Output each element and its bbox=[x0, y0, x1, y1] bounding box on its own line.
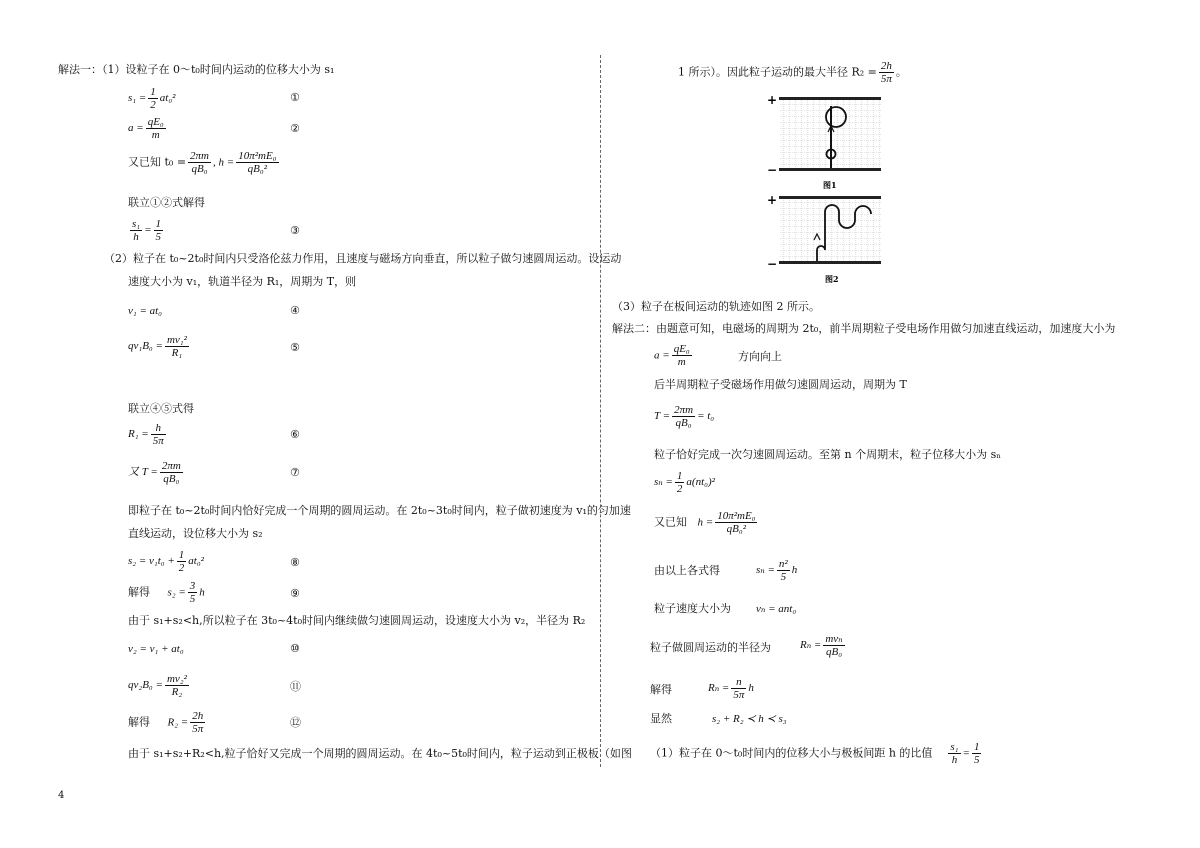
obvious-label: 显然 bbox=[650, 712, 672, 725]
sn-equation: sₙ = $\frac{1}{2}$ a(nt₀)² bbox=[654, 470, 715, 495]
tag-1: ① bbox=[290, 91, 300, 104]
known-values: 又已知 t₀ = $\frac{2\pi m}{\text{qB₀}}$ , h = $\frac{\text{10π²mE₀}}{\text{qB₀²}}$ bbox=[128, 150, 277, 175]
continuation-line: 1 所示）。因此粒子运动的最大半径 R₂ = $\frac{2h}{5\pi}$ 。 bbox=[678, 60, 907, 85]
speed-label: 粒子速度大小为 bbox=[654, 602, 731, 615]
paragraph-b: 由于 s₁+s₂<h,所以粒子在 3t₀~4t₀时间内继续做匀速圆周运动，设速度大小为 v₂，半径为 R₂ bbox=[128, 614, 586, 627]
page-number: 4 bbox=[58, 790, 65, 801]
speed-equation: vₙ = ant₀ bbox=[756, 603, 797, 615]
complete-circle-line: 粒子恰好完成一次匀速圆周运动。至第 n 个周期末，粒子位移大小为 sₙ bbox=[654, 448, 1001, 461]
tag-2: ② bbox=[290, 122, 300, 135]
intro-line: 解法一：（1）设粒子在 0～t₀时间内运动的位移大小为 s₁ bbox=[58, 63, 335, 76]
part2-line2: 速度大小为 v₁，轨道半径为 R₁，周期为 T，则 bbox=[128, 275, 357, 288]
figure-2 bbox=[765, 190, 890, 290]
equation-9: 解得 s₂ = $\frac{3}{5}$ h bbox=[128, 580, 205, 605]
equation-3: $\frac{\text{s₁}}{h}$ = $\frac{1}{5}$ bbox=[132, 218, 162, 243]
plus-sign-2: + bbox=[767, 193, 778, 207]
tag-12: ⑫ bbox=[290, 716, 301, 729]
tag-9: ⑨ bbox=[290, 587, 300, 600]
tag-3: ③ bbox=[290, 224, 300, 237]
figure-2-label: 图2 bbox=[825, 274, 839, 284]
from-all-label: 由以上各式得 bbox=[654, 564, 720, 577]
plus-sign-1: + bbox=[767, 93, 778, 107]
figure-1-label: 图1 bbox=[823, 180, 837, 190]
part2-line1: （2）粒子在 t₀~2t₀时间内只受洛伦兹力作用，且速度与磁场方向垂直，所以粒子做匀速圆周运动。设运动 bbox=[104, 252, 622, 265]
equation-2: a = $\frac{\text{qE₀}}{m}$ bbox=[128, 116, 164, 141]
equation-7: 又 T = $\frac{2\pi m}{\text{qB₀}}$ bbox=[128, 460, 181, 485]
equation-12: 解得 R₂ = $\frac{2h}{5\pi}$ bbox=[128, 710, 204, 735]
equation-6: R₁ = $\frac{h}{5\pi}$ bbox=[128, 422, 164, 447]
known-h-line: 又已知 h = $\frac{\text{10π²mE₀}}{\text{qB₀²}}$ bbox=[654, 510, 756, 535]
tag-10: ⑩ bbox=[290, 642, 300, 655]
tag-4: ④ bbox=[290, 304, 300, 317]
equation-1: s₁ = $\frac{1}{2}$ at₀² bbox=[128, 86, 176, 111]
accel-equation: a = $\frac{\text{qE₀}}{m}$ bbox=[654, 343, 690, 368]
radius-equation: Rₙ = mvₙ qB₀ bbox=[800, 633, 843, 658]
equation-5: qv₁B₀ = $\frac{\text{mv₁²}}{\text{R₁}}$ bbox=[128, 334, 187, 359]
minus-sign-1: − bbox=[767, 163, 778, 177]
column-divider bbox=[600, 55, 601, 767]
accel-direction: 方向向上 bbox=[738, 350, 782, 363]
equation-8: s₂ = v₁t₀ + $\frac{1}{2}$ at₀² bbox=[128, 549, 204, 574]
figure-1 bbox=[765, 92, 890, 192]
combine-45: 联立④⑤式得 bbox=[128, 402, 194, 415]
radius-label: 粒子做圆周运动的半径为 bbox=[650, 641, 771, 654]
answer-1: （1）粒子在 0～t₀时间内的位移大小与极板间距 h 的比值 $\frac{\text{s₁}}{h}$ = $\frac{1}{5}$ bbox=[650, 741, 980, 766]
equation-11: qv₂B₀ = $\frac{\text{mv₂²}}{\text{R₂}}$ bbox=[128, 673, 187, 698]
tag-8: ⑧ bbox=[290, 556, 300, 569]
tag-11: ⑪ bbox=[290, 680, 301, 693]
sn2-equation: sₙ = $\frac{\text{n²}}{5}$ h bbox=[756, 558, 798, 583]
inequality: s₂ + R₂ ≺ h ≺ s₃ bbox=[712, 713, 787, 725]
solve-label: 解得 bbox=[650, 683, 672, 696]
equation-4: v₁ = at₀ bbox=[128, 305, 163, 317]
part3-line: （3）粒子在板间运动的轨迹如图 2 所示。 bbox=[612, 300, 820, 313]
combine-12: 联立①②式解得 bbox=[128, 196, 205, 209]
minus-sign-2: − bbox=[767, 257, 778, 271]
paragraph-a2: 直线运动，设位移大小为 s₂ bbox=[128, 527, 263, 540]
equation-10: v₂ = v₁ + at₀ bbox=[128, 643, 184, 655]
solution2-intro: 解法二：由题意可知，电磁场的周期为 2t₀，前半周期粒子受电场作用做匀加速直线运动，加速度大小为 bbox=[612, 322, 1116, 335]
period-equation: T = $\frac{2\pi m}{\text{qB₀}}$ = t₀ bbox=[654, 404, 715, 429]
tag-7: ⑦ bbox=[290, 466, 300, 479]
paragraph-c: 由于 s₁+s₂+R₂<h,粒子恰好又完成一个周期的圆周运动。在 4t₀~5t₀时间内，粒子运动到正极板（如图 bbox=[128, 747, 632, 760]
tag-6: ⑥ bbox=[290, 428, 300, 441]
paragraph-a1: 即粒子在 t₀~2t₀时间内恰好完成一个周期的圆周运动。在 2t₀~3t₀时间内，粒子做初速度为 v₁的匀加速 bbox=[128, 504, 631, 517]
radius-result: Rₙ = $\frac{n}{5\pi}$ h bbox=[708, 676, 754, 701]
half-period-2: 后半周期粒子受磁场作用做匀速圆周运动，周期为 T bbox=[654, 378, 907, 391]
tag-5: ⑤ bbox=[290, 341, 300, 354]
